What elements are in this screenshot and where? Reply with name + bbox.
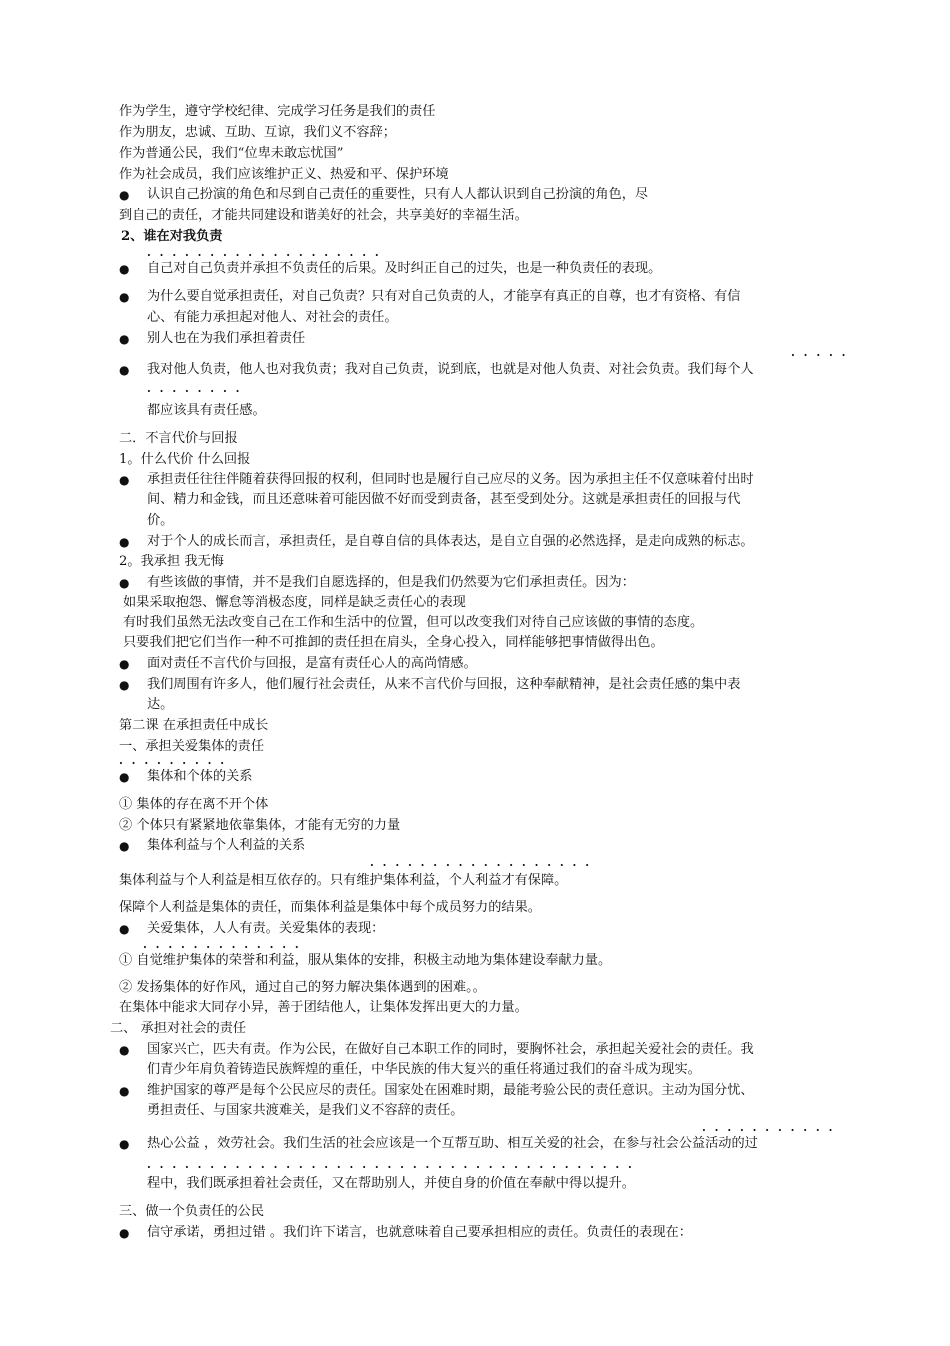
section-heading: 二．不言代价与回报 — [119, 431, 238, 446]
text-line: 热心公益 ，效劳社会。我们生活的社会应该是一个互帮互助、相互关爱的社会，在参与社会公益活动的过 — [147, 1136, 758, 1151]
text-line: 自己对自己负责并承担不负责任的后果。及时纠正自己的过失，也是一种负责任的表现。 — [147, 261, 662, 276]
text-line: ① 集体的存在离不开个体 — [119, 797, 269, 812]
section-heading: 2。我承担 我无悔 — [119, 554, 224, 569]
bullet-icon: ● — [119, 576, 130, 590]
text-line: 如果采取抱怨、懈怠等消极态度，同样是缺乏责任心的表现 — [123, 595, 466, 610]
section-heading: 1。什么代价 什么回报 — [119, 452, 251, 467]
text-line: 勇担责任、与国家共渡难关，是我们义不容辞的责任。 — [147, 1103, 464, 1118]
text-line: 价。 — [147, 513, 174, 528]
emphasis-dots: . . . . . . . . . . . . . — [143, 938, 302, 951]
text-line: 集体利益与个人利益的关系 — [147, 838, 306, 853]
section-heading: 一、承担关爱集体的责任 — [119, 739, 265, 754]
text-line: 面对责任不言代价与回报，是富有责任心人的高尚情感。 — [147, 656, 477, 671]
text-line: 认识自己扮演的角色和尽到自己责任的重要性，只有人人都认识到自己扮演的角色，尽 — [147, 187, 649, 202]
emphasis-dots: . . . . . . . . — [147, 382, 242, 395]
text-line: 达。 — [147, 697, 174, 712]
bullet-icon: ● — [119, 839, 130, 853]
text-line: 关爱集体，人人有责。关爱集体的表现： — [147, 921, 385, 936]
bullet-icon: ● — [119, 363, 130, 377]
bullet-icon: ● — [119, 332, 130, 346]
section-heading: 2、谁在对我负责 — [121, 229, 223, 244]
text-line: 心、有能力承担起对他人、对社会的责任。 — [147, 310, 398, 325]
bullet-icon: ● — [119, 1084, 130, 1098]
emphasis-dots: . . . . . . . . . . . — [702, 1121, 835, 1134]
emphasis-dots: . . . . . . . . . . . . . . . . . . . . . . . . . . . . . . . . . . . . . . . — [147, 1158, 635, 1171]
bullet-icon: ● — [119, 473, 130, 487]
emphasis-dots: . . . . . . . . . . . . . . . . . . . — [147, 246, 382, 259]
text-line: 作为社会成员，我们应该维护正义、热爱和平、保护环境 — [119, 167, 449, 182]
bullet-icon: ● — [119, 657, 130, 671]
text-line: ② 个体只有紧紧地依靠集体，才能有无穷的力量 — [119, 818, 401, 833]
bullet-icon: ● — [119, 770, 130, 784]
text-line: 作为学生，遵守学校纪律、完成学习任务是我们的责任 — [119, 104, 436, 119]
emphasis-dots: . . . . . . . . . . . . . . . . . . — [370, 856, 592, 869]
section-heading: 第二课 在承担责任中成长 — [119, 718, 269, 733]
text-line: 间、精力和金钱，而且还意味着可能因做不好而受到责备，甚至受到处分。这就是承担责任的回报与代 — [147, 492, 741, 507]
bullet-icon: ● — [119, 188, 130, 202]
text-line: 只要我们把它们当作一种不可推卸的责任担在肩头，全身心投入，同样能够把事情做得出色。 — [123, 635, 664, 650]
text-line: 维护国家的尊严是每个公民应尽的责任。国家处在困难时期，最能考验公民的责任意识。主动为国分忧、 — [147, 1083, 754, 1098]
text-line: ① 自觉维护集体的荣誉和利益，服从集体的安排，积极主动地为集体建设奉献力量。 — [119, 953, 612, 968]
text-line: 有时我们虽然无法改变自己在工作和生活中的位置，但可以改变我们对待自己应该做的事情的态度。 — [123, 615, 704, 630]
text-line: 承担责任往往伴随着获得回报的权利，但同时也是履行自己应尽的义务。因为承担主任不仅意味着付出时 — [147, 472, 754, 487]
emphasis-dots: . . . . . — [791, 346, 848, 359]
text-line: 集体利益与个人利益是相互依存的。只有维护集体利益，个人利益才有保障。 — [119, 873, 568, 888]
text-line: 保障个人利益是集体的责任，而集体利益是集体中每个成员努力的结果。 — [119, 900, 541, 915]
text-line: 我们周围有许多人，他们履行社会责任，从来不言代价与回报，这种奉献精神，是社会责任感的集中表 — [147, 677, 741, 692]
section-heading: 二、 承担对社会的责任 — [110, 1021, 247, 1036]
bullet-icon: ● — [119, 1137, 130, 1151]
text-line: 有些该做的事情，并不是我们自愿选择的，但是我们仍然要为它们承担责任。因为： — [147, 575, 635, 590]
text-line: 在集体中能求大同存小异，善于团结他人，让集体发挥出更大的力量。 — [119, 1000, 528, 1015]
text-line: 别人也在为我们承担着责任 — [147, 331, 306, 346]
text-line: 对于个人的成长而言，承担责任，是自尊自信的具体表达，是自立自强的必然选择，是走向成熟的标志。 — [147, 534, 754, 549]
text-line: 信守承诺，勇担过错 。我们许下诺言，也就意味着自己要承担相应的责任。负责任的表现在： — [147, 1225, 692, 1240]
bullet-icon: ● — [119, 1043, 130, 1057]
text-line: 我对他人负责，他人也对我负责；我对自己负责，说到底，也就是对他人负责、对社会负责。我们每个人 — [147, 362, 754, 377]
emphasis-dots: . . . . . . . . . — [119, 754, 227, 767]
bullet-icon: ● — [119, 262, 130, 276]
text-line: ② 发扬集体的好作风，通过自己的努力解决集体遇到的困难。。 — [119, 980, 486, 995]
bullet-icon: ● — [119, 290, 130, 304]
text-line: 作为普通公民，我们“位卑未敢忘忧国” — [119, 146, 344, 161]
section-heading: 三、做一个负责任的公民 — [119, 1204, 265, 1219]
text-line: 都应该具有责任感。 — [147, 403, 266, 418]
bullet-icon: ● — [119, 1226, 130, 1240]
text-line: 为什么要自觉承担责任，对自己负责？只有对自己负责的人，才能享有真正的自尊，也才有资格、有信 — [147, 289, 741, 304]
text-line: 集体和个体的关系 — [147, 769, 253, 784]
text-line: 作为朋友，忠诚、互助、互谅，我们义不容辞； — [119, 125, 396, 140]
bullet-icon: ● — [119, 922, 130, 936]
bullet-icon: ● — [119, 678, 130, 692]
text-line: 到自己的责任，才能共同建设和谐美好的社会，共享美好的幸福生活。 — [119, 208, 528, 223]
text-line: 程中，我们既承担着社会责任，又在帮助别人，并使自身的价值在奉献中得以提升。 — [147, 1176, 635, 1191]
bullet-icon: ● — [119, 535, 130, 549]
text-line: 们青少年肩负着铸造民族辉煌的重任，中华民族的伟大复兴的重任将通过我们的奋斗成为现实。 — [147, 1062, 701, 1077]
text-line: 国家兴亡，匹夫有责。作为公民，在做好自己本职工作的同时，要胸怀社会，承担起关爱社会的责任。我 — [147, 1042, 754, 1057]
